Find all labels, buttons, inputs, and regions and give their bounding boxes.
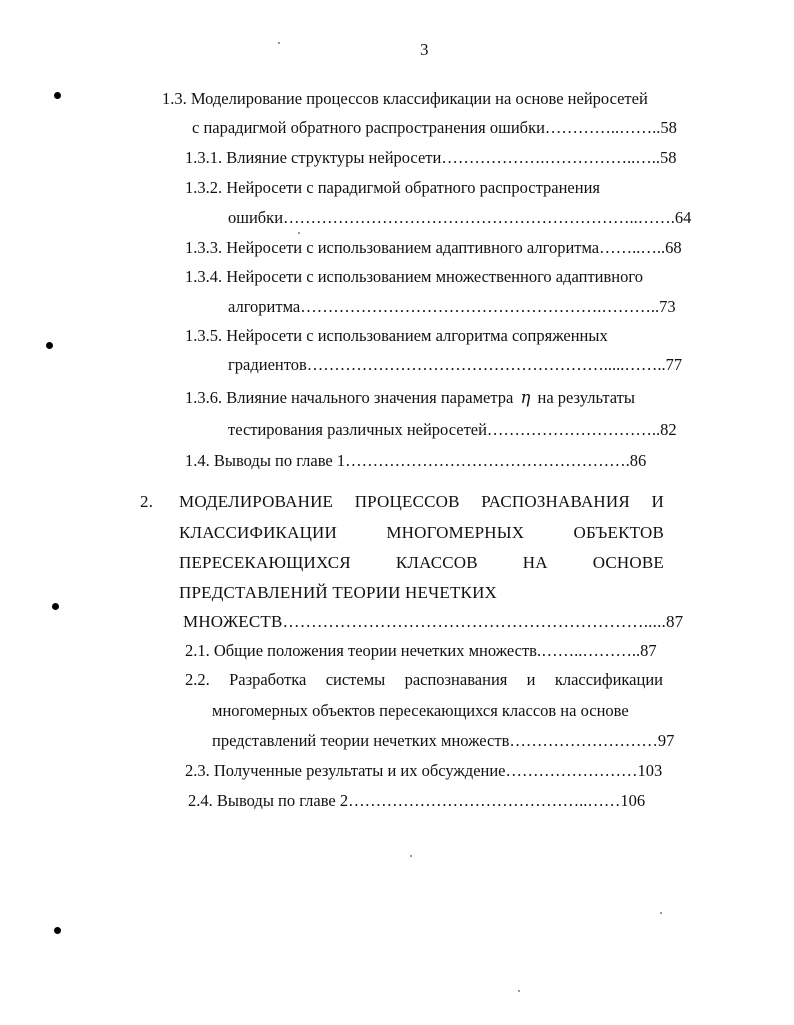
toc-entry-1-3-2-line1: 1.3.2. Нейросети с парадигмой обратного распространения [185, 178, 601, 197]
chapter-2-word: ОБЪЕКТОВ [573, 523, 664, 542]
chapter-2-number: 2. [140, 492, 154, 511]
chapter-2-word: И [651, 492, 664, 511]
toc-entry-1-3-5-line2: градиентов……………………………………………….....……..77 [228, 355, 683, 374]
chapter-2-title-line3 [179, 553, 664, 573]
toc-entry-2-2-word: Разработка [229, 670, 307, 689]
scan-speck [278, 42, 280, 44]
chapter-2-title-line4: ПРЕДСТАВЛЕНИЙ ТЕОРИИ НЕЧЕТКИХ [179, 583, 498, 602]
toc-entry-2-4: 2.4. Выводы по главе 2……………………………………..……106 [188, 791, 646, 810]
toc-entry-1-3-1: 1.3.1. Влияние структуры нейросети……………….……………..…..58 [185, 148, 677, 167]
chapter-2-word: КЛАССИФИКАЦИИ [179, 523, 338, 542]
toc-entry-2-2-line2: многомерных объектов пересекающихся классов на основе [212, 701, 629, 720]
toc-entry-2-1: 2.1. Общие положения теории нечетких множеств.……..………..87 [185, 641, 657, 660]
toc-entry-1-3-5-line1: 1.3.5. Нейросети с использованием алгоритма сопряженных [185, 326, 608, 345]
scan-speck [660, 912, 662, 914]
toc-entry-2-2-word: классификации [554, 670, 663, 689]
chapter-2-word: НА [522, 553, 548, 572]
scan-speck [410, 855, 412, 857]
chapter-2-word: ПРОЦЕССОВ [354, 492, 460, 511]
chapter-2-title-line2 [179, 523, 664, 543]
toc-entry-2-2-word: и [526, 670, 536, 689]
toc-entry-1-4: 1.4. Выводы по главе 1…………………………………………….86 [185, 451, 647, 470]
toc-entry-2-2-line3: представлений теории нечетких множеств………………………97 [212, 731, 675, 750]
toc-entry-1-3-6-line1 [185, 388, 635, 408]
binding-hole-dot [54, 92, 61, 99]
toc-entry-1-3-4-line2: алгоритма……………………………………………….………..73 [228, 297, 676, 316]
scan-speck [298, 232, 300, 234]
toc-entry-1-3-6-text-after: на результаты [537, 388, 635, 407]
chapter-2-title-line1 [179, 492, 664, 512]
chapter-2-word: РАСПОЗНАВАНИЯ [481, 492, 630, 511]
toc-entry-1-3-line1: 1.3. Моделирование процессов классификации на основе нейросетей [162, 89, 648, 108]
chapter-2-word: ОСНОВЕ [592, 553, 664, 572]
toc-entry-1-3-4-line1: 1.3.4. Нейросети с использованием множественного адаптивного [185, 267, 643, 286]
chapter-2-word: МОДЕЛИРОВАНИЕ [179, 492, 334, 511]
toc-entry-1-3-6-text-before: 1.3.6. Влияние начального значения параметра [185, 388, 514, 407]
eta-symbol: η [520, 388, 531, 407]
chapter-2-word: МНОГОМЕРНЫХ [386, 523, 525, 542]
scan-speck [518, 990, 520, 992]
toc-entry-2-2-line1 [185, 670, 663, 690]
toc-entry-1-3-line2: с парадигмой обратного распространения ошибки…………..……..58 [192, 118, 677, 137]
toc-entry-2-2-word: распознавания [404, 670, 508, 689]
chapter-2-title-line5: МНОЖЕСТВ……………………………………………………….....87 [183, 612, 684, 631]
chapter-2-word: ПЕРЕСЕКАЮЩИХСЯ [179, 553, 351, 572]
chapter-2-word: КЛАССОВ [395, 553, 478, 572]
toc-entry-1-3-3: 1.3.3. Нейросети с использованием адаптивного алгоритма……..…..68 [185, 238, 682, 257]
binding-hole-dot [54, 927, 61, 934]
page-number: 3 [420, 40, 429, 59]
binding-hole-dot [52, 603, 59, 610]
toc-entry-1-3-6-line2: тестирования различных нейросетей…………………………..82 [228, 420, 677, 439]
toc-entry-1-3-2-line2: ошибки………………………………………………………..…….64 [228, 208, 692, 227]
toc-entry-2-2-word: системы [325, 670, 386, 689]
binding-hole-dot [46, 342, 53, 349]
toc-entry-2-2-word: 2.2. [185, 670, 210, 689]
toc-entry-2-3: 2.3. Полученные результаты и их обсуждение……………………103 [185, 761, 663, 780]
